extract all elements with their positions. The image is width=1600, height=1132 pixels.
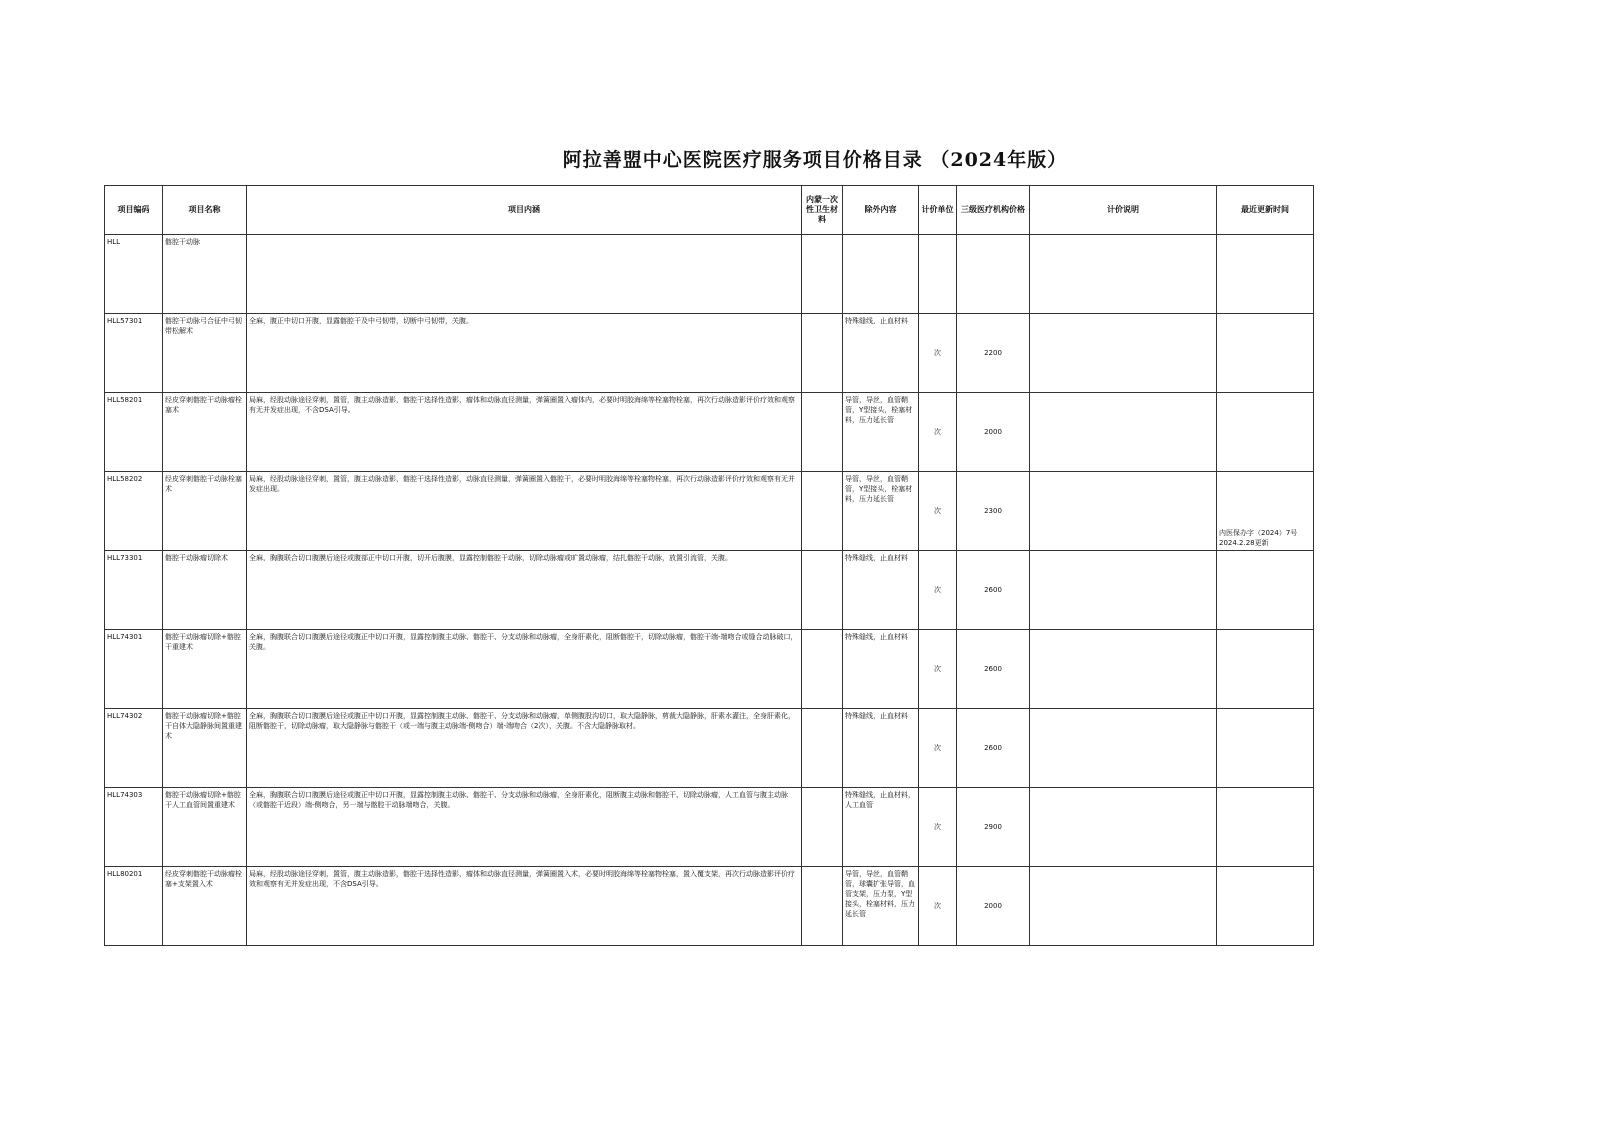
cell-code: HLL57301: [105, 314, 163, 393]
cell-price: 2600: [957, 630, 1030, 709]
cell-code: HLL58202: [105, 472, 163, 551]
cell-excluded: 特殊缝线，止血材料: [843, 314, 919, 393]
table-row: [105, 393, 1314, 472]
cell-price: 2000: [957, 867, 1030, 946]
cell-name: 经皮穿刺髂腔干动脉栓塞术: [163, 472, 247, 551]
cell-content: [247, 235, 802, 314]
header-excluded: 除外内容: [843, 186, 919, 235]
table-row: [105, 314, 1314, 393]
cell-updated: [1217, 788, 1314, 867]
cell-material: [802, 314, 843, 393]
header-note: 计价说明: [1030, 186, 1217, 235]
cell-content: 全麻，腹正中切口开腹，显露髂腔干及中弓韧带，切断中弓韧带，关腹。: [247, 314, 802, 393]
cell-note: [1030, 630, 1217, 709]
cell-material: [802, 235, 843, 314]
cell-note: [1030, 314, 1217, 393]
cell-updated: [1217, 867, 1314, 946]
cell-code: HLL73301: [105, 551, 163, 630]
cell-price: 2600: [957, 709, 1030, 788]
cell-material: [802, 709, 843, 788]
cell-unit: 次: [919, 867, 957, 946]
cell-price: 2000: [957, 393, 1030, 472]
cell-updated: [1217, 630, 1314, 709]
cell-updated: [1217, 235, 1314, 314]
cell-updated: [1217, 314, 1314, 393]
cell-unit: 次: [919, 551, 957, 630]
header-material: 内蒙一次性卫生材料: [802, 186, 843, 235]
cell-note: [1030, 235, 1217, 314]
cell-material: [802, 788, 843, 867]
cell-material: [802, 630, 843, 709]
cell-unit: 次: [919, 472, 957, 551]
cell-material: [802, 551, 843, 630]
cell-updated: 内医保办字（2024）7号 2024.2.28更新: [1217, 472, 1314, 551]
cell-note: [1030, 867, 1217, 946]
cell-name: 经皮穿刺髂腔干动脉瘤栓塞+支架置入术: [163, 867, 247, 946]
cell-unit: 次: [919, 393, 957, 472]
cell-excluded: 特殊缝线，止血材料: [843, 709, 919, 788]
cell-unit: 次: [919, 630, 957, 709]
document-title: 阿拉善盟中心医院医疗服务项目价格目录 （2024年版）: [562, 149, 1068, 171]
cell-content: 全麻，胸腹联合切口腹膜后途径或腹部正中切口开腹，切开后腹膜，显露控制髂腔干动脉，切除动脉瘤或旷置动脉瘤，结扎髂腔干动脉，放置引流管，关腹。: [247, 551, 802, 630]
header-row: [105, 186, 1314, 235]
header-unit: 计价单位: [919, 186, 957, 235]
cell-name: 经皮穿刺髂腔干动脉瘤栓塞术: [163, 393, 247, 472]
table-row: [105, 788, 1314, 867]
cell-unit: 次: [919, 788, 957, 867]
cell-content: 局麻，经股动脉途径穿刺，置管，腹主动脉造影，髂腔干选择性造影，瘤体和动脉直径测量，弹簧圈置入瘤体内，必要时明胶海绵等栓塞物栓塞，再次行动脉造影评价疗效和观察有无并发症出现，不含DSA引导。: [247, 393, 802, 472]
price-table: [104, 185, 1314, 946]
cell-price: 2300: [957, 472, 1030, 551]
table-row: [105, 709, 1314, 788]
cell-content: 局麻，经股动脉途径穿刺，置管，腹主动脉造影，髂腔干选择性造影，瘤体和动脉直径测量，弹簧圈置入术，必要时明胶海绵等栓塞物栓塞，置入覆支架，再次行动脉造影评价疗效和观察有无并发症出现，不含DSA引导。: [247, 867, 802, 946]
cell-name: 髂腔干动脉瘤切除术: [163, 551, 247, 630]
cell-unit: [919, 235, 957, 314]
cell-note: [1030, 551, 1217, 630]
cell-code: HLL74302: [105, 709, 163, 788]
cell-material: [802, 472, 843, 551]
cell-excluded: 导管，导丝，血管鞘管，Y型接头，栓塞材料，压力延长管: [843, 393, 919, 472]
cell-unit: 次: [919, 314, 957, 393]
cell-name: 髂腔干动脉瘤切除+髂腔干重建术: [163, 630, 247, 709]
cell-price: [957, 235, 1030, 314]
cell-content: 全麻，胸腹联合切口腹膜后途径或腹正中切口开腹，显露控制腹主动脉、髂腔干、分支动脉和动脉瘤，单侧腹股沟切口，取大隐静脉，剪裁大隐静脉，肝素水灌注，全身肝素化，阻断髂腔干，切除动脉瘤，取大隐静脉与髂腔干（或一端与腹主动脉端-侧吻合）端-端吻合（2次），关腹。不含大隐静脉取材。: [247, 709, 802, 788]
header-updated: 最近更新时间: [1217, 186, 1314, 235]
table-row: [105, 472, 1314, 551]
cell-price: 2200: [957, 314, 1030, 393]
cell-excluded: [843, 235, 919, 314]
cell-price: 2900: [957, 788, 1030, 867]
cell-note: [1030, 788, 1217, 867]
cell-excluded: 特殊缝线，止血材料: [843, 551, 919, 630]
header-content: 项目内涵: [247, 186, 802, 235]
cell-unit: 次: [919, 709, 957, 788]
cell-updated: [1217, 393, 1314, 472]
cell-name: 髂腔干动脉: [163, 235, 247, 314]
cell-code: HLL74301: [105, 630, 163, 709]
header-name: 项目名称: [163, 186, 247, 235]
cell-code: HLL74303: [105, 788, 163, 867]
cell-excluded: 导管，导丝，血管鞘管，Y型接头，栓塞材料，压力延长管: [843, 472, 919, 551]
cell-name: 髂腔干动脉瘤切除+髂腔干自体大隐静脉间置重建术: [163, 709, 247, 788]
header-code: 项目编码: [105, 186, 163, 235]
cell-note: [1030, 472, 1217, 551]
cell-content: 全麻，胸腹联合切口腹膜后途径或腹正中切口开腹，显露控制腹主动脉、髂腔干、分支动脉和动脉瘤，全身肝素化，阻断髂腔干，切除动脉瘤，髂腔干端-端吻合或缝合动脉破口，关腹。: [247, 630, 802, 709]
cell-name: 髂腔干动脉弓合征中弓韧带松解术: [163, 314, 247, 393]
cell-material: [802, 393, 843, 472]
cell-code: HLL58201: [105, 393, 163, 472]
cell-updated: [1217, 709, 1314, 788]
cell-code: HLL: [105, 235, 163, 314]
cell-note: [1030, 393, 1217, 472]
cell-note: [1030, 709, 1217, 788]
table-row: [105, 235, 1314, 314]
cell-code: HLL80201: [105, 867, 163, 946]
table-row: [105, 867, 1314, 946]
cell-excluded: 导管，导丝，血管鞘管，球囊扩张导管，血管支架，压力泵，Y型接头，栓塞材料，压力延长管: [843, 867, 919, 946]
cell-material: [802, 867, 843, 946]
cell-content: 局麻，经股动脉途径穿刺，置管，腹主动脉造影，髂腔干选择性造影，动脉直径测量，弹簧圈置入髂腔干，必要时明胶海绵等栓塞物栓塞，再次行动脉造影评价疗效和观察有无并发症出现。: [247, 472, 802, 551]
cell-excluded: 特殊缝线，止血材料，人工血管: [843, 788, 919, 867]
cell-updated: [1217, 551, 1314, 630]
cell-price: 2600: [957, 551, 1030, 630]
header-price: 三级医疗机构价格: [957, 186, 1030, 235]
cell-name: 髂腔干动脉瘤切除+髂腔干人工血管间置重建术: [163, 788, 247, 867]
cell-content: 全麻，胸腹联合切口腹膜后途径或腹正中切口开腹，显露控制腹主动脉、髂腔干、分支动脉和动脉瘤，全身肝素化，阻断腹主动脉和髂腔干、切除动脉瘤，人工血管与腹主动脉（或髂腔干近段）端-侧吻合，另一端与髂腔干动脉端吻合，关腹。: [247, 788, 802, 867]
cell-excluded: 特殊缝线，止血材料: [843, 630, 919, 709]
table-row: [105, 630, 1314, 709]
table-row: [105, 551, 1314, 630]
